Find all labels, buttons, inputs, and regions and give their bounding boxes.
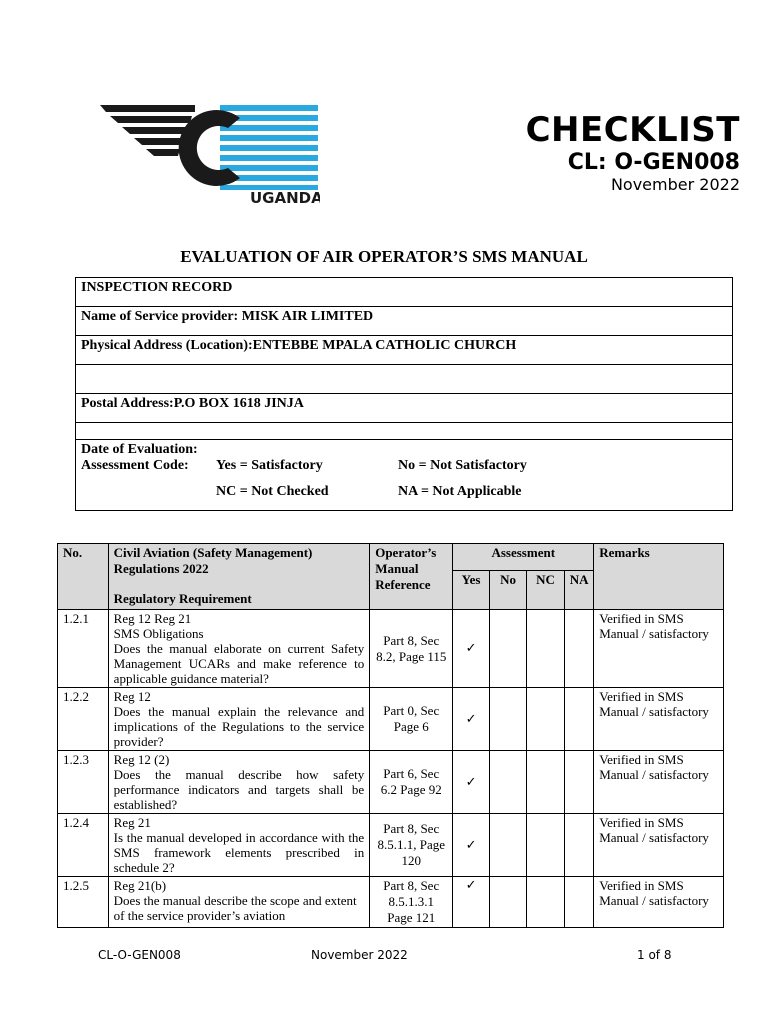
requirement-cell xyxy=(108,610,370,688)
header-nc: NC xyxy=(527,571,565,610)
date-of-evaluation-label: Date of Evaluation: xyxy=(81,442,198,457)
regulation-ref: Reg 21(b) xyxy=(113,878,167,893)
no-cell xyxy=(489,751,527,814)
manual-reference: Part 6, Sec 6.2 Page 92 xyxy=(370,751,453,814)
row-number: 1.2.2 xyxy=(58,688,109,751)
regulation-ref: Reg 12 xyxy=(113,689,151,704)
table-row xyxy=(58,751,724,814)
remarks: Verified in SMS Manual / satisfactory xyxy=(594,877,724,928)
header-yes: Yes xyxy=(453,571,489,610)
nc-cell xyxy=(527,877,565,928)
remarks: Verified in SMS Manual / satisfactory xyxy=(594,688,724,751)
no-cell xyxy=(489,814,527,877)
nc-cell xyxy=(527,814,565,877)
logo-text: UGANDA xyxy=(250,189,320,207)
manual-reference: Part 8, Sec 8.5.1.1, Page 120 xyxy=(370,814,453,877)
assessment-code-line-2 xyxy=(81,484,727,500)
record-title: INSPECTION RECORD xyxy=(76,278,733,307)
header-remarks: Remarks xyxy=(594,544,724,610)
checklist-table xyxy=(57,543,724,928)
header-assessment: Assessment xyxy=(453,544,594,571)
regulation-ref: Reg 12 Reg 21 xyxy=(113,611,192,626)
page-title: EVALUATION OF AIR OPERATOR’S SMS MANUAL xyxy=(180,247,588,266)
requirement-question: Does the manual describe the scope and extent of the service provider’s aviation xyxy=(113,893,357,923)
row-number: 1.2.3 xyxy=(58,751,109,814)
row-number: 1.2.5 xyxy=(58,877,109,928)
header-manual-reference: Operator’s Manual Reference xyxy=(370,544,453,610)
requirement-cell xyxy=(108,751,370,814)
code-yes: Yes = Satisfactory xyxy=(216,458,323,473)
no-cell xyxy=(489,877,527,928)
header-no-col: No xyxy=(489,571,527,610)
remarks: Verified in SMS Manual / satisfactory xyxy=(594,814,724,877)
blank-row xyxy=(76,365,733,394)
requirement-question: Does the manual elaborate on current Safety Management UCARs and make reference to applicable guidance material? xyxy=(113,641,365,686)
remarks: Verified in SMS Manual / satisfactory xyxy=(594,610,724,688)
inspection-record xyxy=(75,277,733,511)
regulation-ref: Reg 12 (2) xyxy=(113,752,170,767)
physical-address: Physical Address (Location):ENTEBBE MPALA CATHOLIC CHURCH xyxy=(76,336,733,365)
requirement-subtitle: SMS Obligations xyxy=(113,626,204,641)
na-cell xyxy=(564,751,593,814)
service-provider: Name of Service provider: MISK AIR LIMITED xyxy=(76,307,733,336)
no-cell xyxy=(489,688,527,751)
postal-address: Postal Address:P.O BOX 1618 JINJA xyxy=(76,394,733,423)
yes-check-icon: ✓ xyxy=(453,610,489,688)
yes-check-icon: ✓ xyxy=(453,814,489,877)
code-no: No = Not Satisfactory xyxy=(398,458,527,473)
requirement-cell xyxy=(108,877,370,928)
requirement-cell xyxy=(108,688,370,751)
yes-check-icon: ✓ xyxy=(453,751,489,814)
na-cell xyxy=(564,877,593,928)
header-regulation xyxy=(108,544,370,610)
remarks: Verified in SMS Manual / satisfactory xyxy=(594,751,724,814)
caa-uganda-logo xyxy=(100,100,320,210)
row-number: 1.2.1 xyxy=(58,610,109,688)
requirement-question: Does the manual explain the relevance and implications of the Regulations to the service provider? xyxy=(113,704,365,749)
footer-date: November 2022 xyxy=(311,948,408,962)
table-row xyxy=(58,877,724,928)
assessment-code-label: Assessment Code: xyxy=(81,458,189,473)
requirement-cell xyxy=(108,814,370,877)
regulation-ref: Reg 21 xyxy=(113,815,151,830)
na-cell xyxy=(564,688,593,751)
manual-reference: Part 8, Sec 8.2, Page 115 xyxy=(370,610,453,688)
evaluation-cell xyxy=(76,440,733,511)
yes-check-icon: ✓ xyxy=(453,877,489,928)
table-row xyxy=(58,814,724,877)
doc-title: CHECKLIST xyxy=(525,110,740,150)
row-number: 1.2.4 xyxy=(58,814,109,877)
header-regulatory-requirement: Regulatory Requirement xyxy=(113,591,252,606)
no-cell xyxy=(489,610,527,688)
manual-reference: Part 8, Sec 8.5.1.3.1 Page 121 xyxy=(370,877,453,928)
na-cell xyxy=(564,610,593,688)
na-cell xyxy=(564,814,593,877)
footer-doc-code: CL-O-GEN008 xyxy=(98,948,181,962)
table-row xyxy=(58,688,724,751)
code-na: NA = Not Applicable xyxy=(398,484,522,499)
footer-page-number: 1 of 8 xyxy=(637,948,672,962)
nc-cell xyxy=(527,610,565,688)
table-row xyxy=(58,610,724,688)
nc-cell xyxy=(527,751,565,814)
header-regulation-title: Civil Aviation (Safety Management) Regulations 2022 xyxy=(113,545,313,576)
nc-cell xyxy=(527,688,565,751)
blank-row xyxy=(76,423,733,440)
header-na: NA xyxy=(564,571,593,610)
manual-reference: Part 0, Sec Page 6 xyxy=(370,688,453,751)
yes-check-icon: ✓ xyxy=(453,688,489,751)
requirement-question: Is the manual developed in accordance with the SMS framework elements prescribed in schedule 2? xyxy=(113,830,365,875)
doc-date: November 2022 xyxy=(610,175,740,194)
requirement-question: Does the manual describe how safety performance indicators and targets shall be established? xyxy=(113,767,365,812)
assessment-code-line-1 xyxy=(81,458,727,474)
code-nc: NC = Not Checked xyxy=(216,484,329,499)
header-no: No. xyxy=(58,544,109,610)
doc-code: CL: O-GEN008 xyxy=(567,150,740,175)
